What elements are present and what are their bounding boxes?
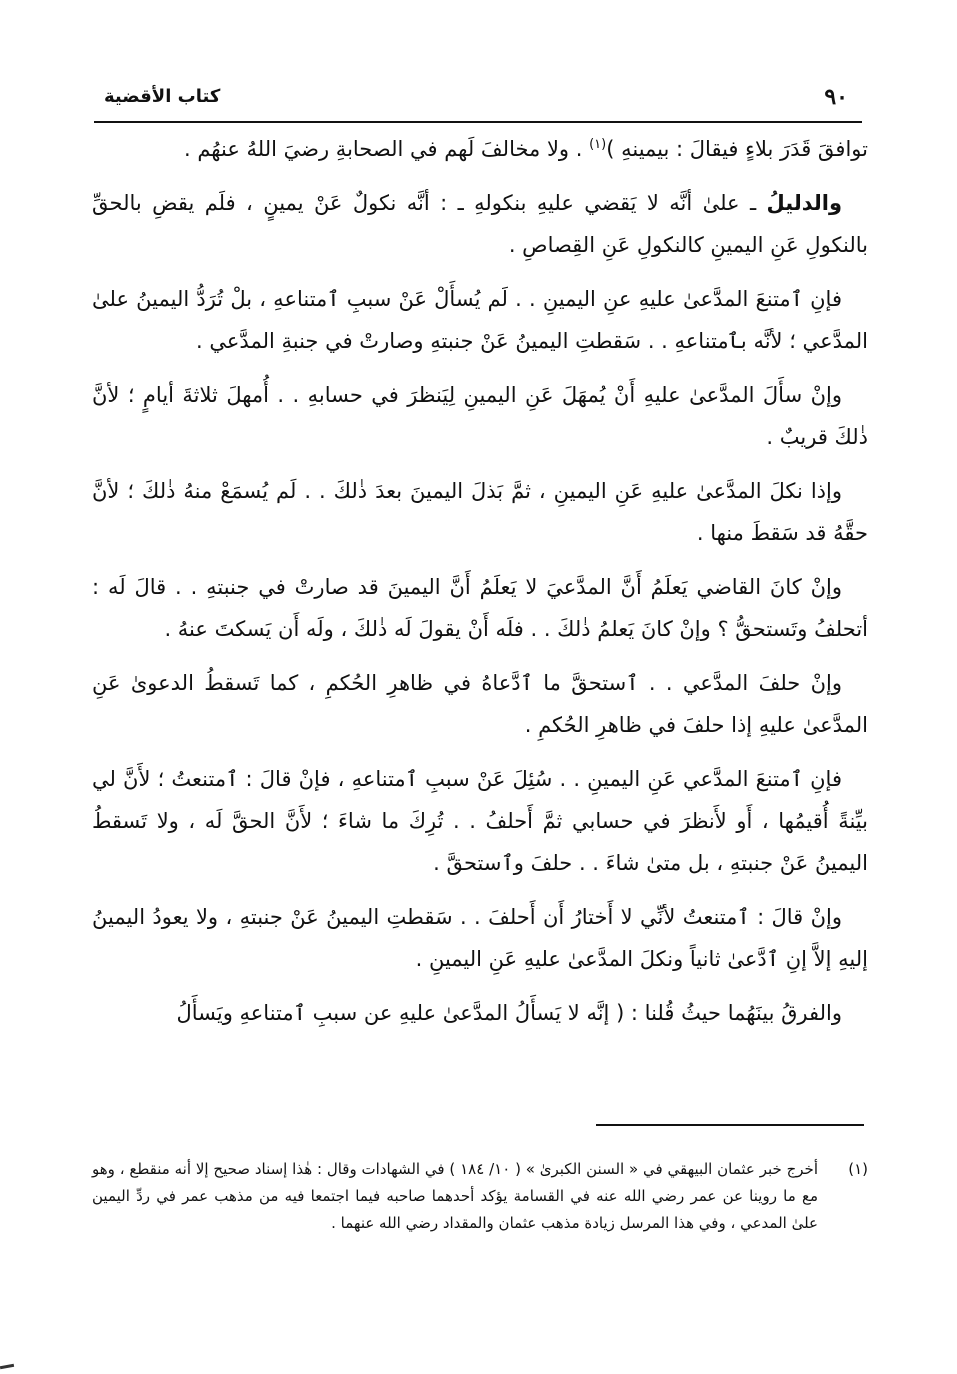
- paragraph: [92, 662, 868, 746]
- paragraph: [92, 566, 868, 650]
- paragraph-text: فإنِ ٱمتنعَ المدَّعي عَنِ اليمينِ . . سُئِلَ عَنْ سببِ ٱمتناعهِ ، فإنْ قالَ : ٱمتنعتُ ؛ لأَنَّ لي بيِّنةً أُقيمُها ، أَو لأَنظرَ في حسابي ثمَّ أَحلفُ . . تُرِكَ ما شاءَ ؛ لأَنَّ الحقَّ لَه ، ولا تَسقطُ اليمينُ عَنْ جنبتهِ ، بل متىٰ شاءَ . . حلفَ وٱستحقَّ .: [92, 767, 868, 875]
- paragraph-text: فإنِ ٱمتنعَ المدَّعىٰ عليهِ عنِ اليمينِ . . لَم يُسأَلْ عَنْ سببِ ٱمتناعهِ ، بلْ تُرَدُّ اليمينُ علىٰ المدَّعي ؛ لأنَّه بٱمتناعهِ . . سَقطتِ اليمينُ عَنْ جنبتهِ وصارتْ في جنبةِ المدَّعي .: [92, 287, 868, 353]
- paragraph-text: وإنْ قالَ : ٱمتنعتُ لأنِّي لا أَختارُ أَن أَحلفَ . . سَقطتِ اليمينُ عَنْ جنبتهِ ، ولا يعودُ اليمينُ إليهِ إلاَّ إنِ ٱدَّعىٰ ثانياً ونكلَ المدَّعىٰ عليهِ عَنِ اليمينِ .: [92, 905, 868, 971]
- running-title: كتاب الأقضية: [104, 86, 221, 107]
- footnote-text: أخرج خبر عثمان البيهقي في « السنن الكبرىٰ » ( ١٠/ ١٨٤ ) في الشهادات وقال : هٰذا إسناد صحيح إلا أنه منقطع ، وهو مع ما روينا عن عمر رضي الله عنه في القسامة يؤكد أحدهما صاحبه فيما اجتمعا فيه من مذهب عمر في ردِّ اليمين علىٰ المدعي ، وفي هذا المرسل زيادة مذهب عثمان والمقداد رضي الله عنهما .: [92, 1160, 818, 1232]
- paragraph: [92, 992, 868, 1034]
- paragraph: [92, 896, 868, 980]
- paragraph: [92, 470, 868, 554]
- header-divider: [94, 121, 862, 123]
- paragraph: [92, 182, 868, 266]
- paragraph-text: وإنْ حلفَ المدَّعي . . ٱستحقَّ ما ٱدَّعاهُ في ظاهرِ الحُكمِ ، كما تَسقطُ الدعوىٰ عَنِ المدَّعىٰ عليهِ إذا حلفَ في ظاهرِ الحُكمِ .: [92, 671, 868, 737]
- footnote-divider: [596, 1124, 864, 1126]
- paragraph-text: والفرقُ بينَهُما حيثُ قُلنا : ( إنَّه لا يَسأَلُ المدَّعىٰ عليهِ عن سببِ ٱمتناعهِ ويَسأَلُ: [176, 1001, 842, 1025]
- page-number: ٩٠: [824, 84, 848, 110]
- paragraph: [92, 374, 868, 458]
- footnote-number: (١): [848, 1160, 868, 1178]
- paragraph-text: توافقَ قَدَرَ بلاءٍ فيقالَ : بيمينهِ ): [606, 137, 868, 161]
- paragraph-text: وإنْ كانَ القاضي يَعلَمُ أَنَّ المدَّعيَ لا يَعلَمُ أَنَّ اليمينَ قد صارتْ في جنبتهِ . . قالَ لَه : أتحلفُ وتَستحقُّ ؟ وإنْ كانَ يَعلمُ ذٰلكَ . . فلَه أَنْ يقولَ لَه ذٰلكَ ، ولَه أَن يَسكتَ عنهُ .: [92, 575, 868, 641]
- paragraph: [92, 758, 868, 884]
- main-text: [92, 128, 868, 1046]
- paragraph-text-continued: . ولا مخالفَ لَهم في الصحابةِ رضيَ اللهُ عنهُم .: [183, 137, 590, 161]
- footnote: [92, 1156, 868, 1237]
- footnote-marker: (١): [589, 137, 607, 152]
- scan-mark: [0, 1364, 14, 1369]
- paragraph-text: وإنْ سأَلَ المدَّعىٰ عليهِ أَنْ يُمهَلَ عَنِ اليمينِ لِيَنظرَ في حسابهِ . . أُمهلَ ثلاثةَ أيامٍ ؛ لأنَّ ذٰلكَ قريبٌ .: [92, 383, 868, 449]
- paragraph-lead: والدليلُ: [766, 191, 842, 215]
- paragraph: [92, 278, 868, 362]
- paragraph-text: وإذا نكلَ المدَّعىٰ عليهِ عَنِ اليمينِ ، ثمَّ بَذلَ اليمينَ بعدَ ذٰلكَ . . لَم يُسمَعْ منهُ ذٰلكَ ؛ لأنَّ حقَّهُ قد سَقطَ منها .: [92, 479, 868, 545]
- paragraph: [92, 128, 868, 170]
- page-header: [94, 78, 854, 118]
- paragraph-text: ـ علىٰ أنَّه لا يَقضي عليهِ بنكولهِ ـ : أنَّه نكولٌ عَنْ يمينٍ ، فلَم يقضِ بالحقِّ بالنكولِ عَنِ اليمينِ كالنكولِ عَنِ القِصاصِ .: [92, 191, 868, 257]
